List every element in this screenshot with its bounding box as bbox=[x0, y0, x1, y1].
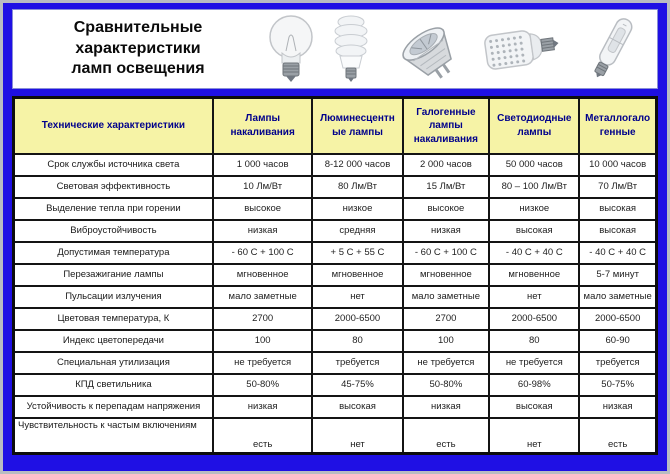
table-body bbox=[14, 154, 657, 454]
header-row bbox=[14, 98, 657, 154]
cell-value: не требуется bbox=[213, 352, 313, 374]
cell-value: 2 000 часов bbox=[403, 154, 490, 176]
cell-value: не требуется bbox=[403, 352, 490, 374]
cell-value: 80 bbox=[312, 330, 402, 352]
cell-value: - 60 С + 100 С bbox=[403, 242, 490, 264]
column-header: Металлогалогенные bbox=[579, 98, 656, 154]
cell-value: низкая bbox=[403, 220, 490, 242]
cell-value: 80 bbox=[489, 330, 579, 352]
cell-value: мгновенное bbox=[213, 264, 313, 286]
page-title-line-1: Сравнительные характеристики bbox=[73, 18, 203, 57]
table-row bbox=[14, 330, 657, 352]
cfl-spiral-lamp-image bbox=[328, 12, 374, 86]
row-label: Специальная утилизация bbox=[14, 352, 213, 374]
comparison-table bbox=[12, 96, 658, 455]
table-row bbox=[14, 220, 657, 242]
row-label: Цветовая температура, К bbox=[14, 308, 213, 330]
cell-value: мало заметные bbox=[579, 286, 656, 308]
incandescent-lamp-image bbox=[265, 13, 317, 85]
cell-value: 100 bbox=[403, 330, 490, 352]
cell-value: 100 bbox=[213, 330, 313, 352]
row-label: Устойчивость к перепадам напряжения bbox=[14, 396, 213, 418]
cell-value: 60-98% bbox=[489, 374, 579, 396]
column-header: Технические характеристики bbox=[14, 98, 213, 154]
lamp-images-strip bbox=[255, 10, 657, 88]
cell-value: 10 000 часов bbox=[579, 154, 656, 176]
table-row bbox=[14, 286, 657, 308]
cell-value: 2000-6500 bbox=[312, 308, 402, 330]
cell-value: 5-7 минут bbox=[579, 264, 656, 286]
cell-value: 2000-6500 bbox=[579, 308, 656, 330]
cell-value: есть bbox=[579, 418, 656, 454]
cell-value: требуется bbox=[312, 352, 402, 374]
table-row bbox=[14, 352, 657, 374]
row-label: Перезажигание лампы bbox=[14, 264, 213, 286]
row-label: Индекс цветопередачи bbox=[14, 330, 213, 352]
cell-value: высокая bbox=[489, 220, 579, 242]
cell-value: - 40 С + 40 С bbox=[579, 242, 656, 264]
cell-value: низкая bbox=[579, 396, 656, 418]
cell-value: низкая bbox=[213, 220, 313, 242]
cell-value: есть bbox=[403, 418, 490, 454]
table-row bbox=[14, 176, 657, 198]
cell-value: высокое bbox=[403, 198, 490, 220]
cell-value: мгновенное bbox=[312, 264, 402, 286]
cell-value: - 40 С + 40 С bbox=[489, 242, 579, 264]
cell-value: высокое bbox=[213, 198, 313, 220]
cell-value: нет bbox=[489, 418, 579, 454]
row-label: Чувствительность к частым включениям bbox=[14, 418, 213, 454]
cell-value: низкая bbox=[403, 396, 490, 418]
cell-value: 70 Лм/Вт bbox=[579, 176, 656, 198]
cell-value: мгновенное bbox=[403, 264, 490, 286]
cell-value: низкое bbox=[312, 198, 402, 220]
cell-value: нет bbox=[489, 286, 579, 308]
table-row bbox=[14, 396, 657, 418]
row-label: Допустимая температура bbox=[14, 242, 213, 264]
cell-value: нет bbox=[312, 286, 402, 308]
cell-value: 60-90 bbox=[579, 330, 656, 352]
cell-value: требуется bbox=[579, 352, 656, 374]
column-header: Лампы накаливания bbox=[213, 98, 313, 154]
cell-value: 2000-6500 bbox=[489, 308, 579, 330]
column-header: Галогенные лампы накаливания bbox=[403, 98, 490, 154]
title-banner bbox=[12, 9, 658, 89]
led-corn-lamp-image bbox=[480, 19, 566, 79]
cell-value: низкое bbox=[489, 198, 579, 220]
table-row bbox=[14, 264, 657, 286]
cell-value: 15 Лм/Вт bbox=[403, 176, 490, 198]
cell-value: высокая bbox=[312, 396, 402, 418]
cell-value: высокая bbox=[489, 396, 579, 418]
cell-value: 50-80% bbox=[213, 374, 313, 396]
cell-value: низкая bbox=[213, 396, 313, 418]
cell-value: 8-12 000 часов bbox=[312, 154, 402, 176]
table-row bbox=[14, 198, 657, 220]
row-label: Световая эффективность bbox=[14, 176, 213, 198]
page-title bbox=[13, 18, 255, 80]
cell-value: 45-75% bbox=[312, 374, 402, 396]
halogen-lamp-image bbox=[385, 13, 469, 85]
cell-value: 2700 bbox=[403, 308, 490, 330]
cell-value: высокая bbox=[579, 220, 656, 242]
row-label: Срок службы источника света bbox=[14, 154, 213, 176]
table-row bbox=[14, 242, 657, 264]
cell-value: нет bbox=[312, 418, 402, 454]
cell-value: - 60 С + 100 С bbox=[213, 242, 313, 264]
cell-value: 50-80% bbox=[403, 374, 490, 396]
cell-value: 50 000 часов bbox=[489, 154, 579, 176]
row-label: Виброустойчивость bbox=[14, 220, 213, 242]
cell-value: 50-75% bbox=[579, 374, 656, 396]
column-header: Светодиодные лампы bbox=[489, 98, 579, 154]
cell-value: есть bbox=[213, 418, 313, 454]
table-row bbox=[14, 154, 657, 176]
cell-value: высокая bbox=[579, 198, 656, 220]
table-row bbox=[14, 308, 657, 330]
cell-value: мгновенное bbox=[489, 264, 579, 286]
cell-value: мало заметные bbox=[403, 286, 490, 308]
cell-value: 1 000 часов bbox=[213, 154, 313, 176]
table-row bbox=[14, 374, 657, 396]
cell-value: не требуется bbox=[489, 352, 579, 374]
cell-value: 80 – 100 Лм/Вт bbox=[489, 176, 579, 198]
cell-value: 2700 bbox=[213, 308, 313, 330]
cell-value: + 5 С + 55 С bbox=[312, 242, 402, 264]
table-row bbox=[14, 418, 657, 454]
row-label: КПД светильника bbox=[14, 374, 213, 396]
column-header: Люминесцентные лампы bbox=[312, 98, 402, 154]
row-label: Пульсации излучения bbox=[14, 286, 213, 308]
cell-value: 80 Лм/Вт bbox=[312, 176, 402, 198]
metal-halide-lamp-image bbox=[577, 12, 647, 86]
cell-value: 10 Лм/Вт bbox=[213, 176, 313, 198]
cell-value: средняя bbox=[312, 220, 402, 242]
page-title-line-2: ламп освещения bbox=[71, 60, 205, 78]
row-label: Выделение тепла при горении bbox=[14, 198, 213, 220]
cell-value: мало заметные bbox=[213, 286, 313, 308]
